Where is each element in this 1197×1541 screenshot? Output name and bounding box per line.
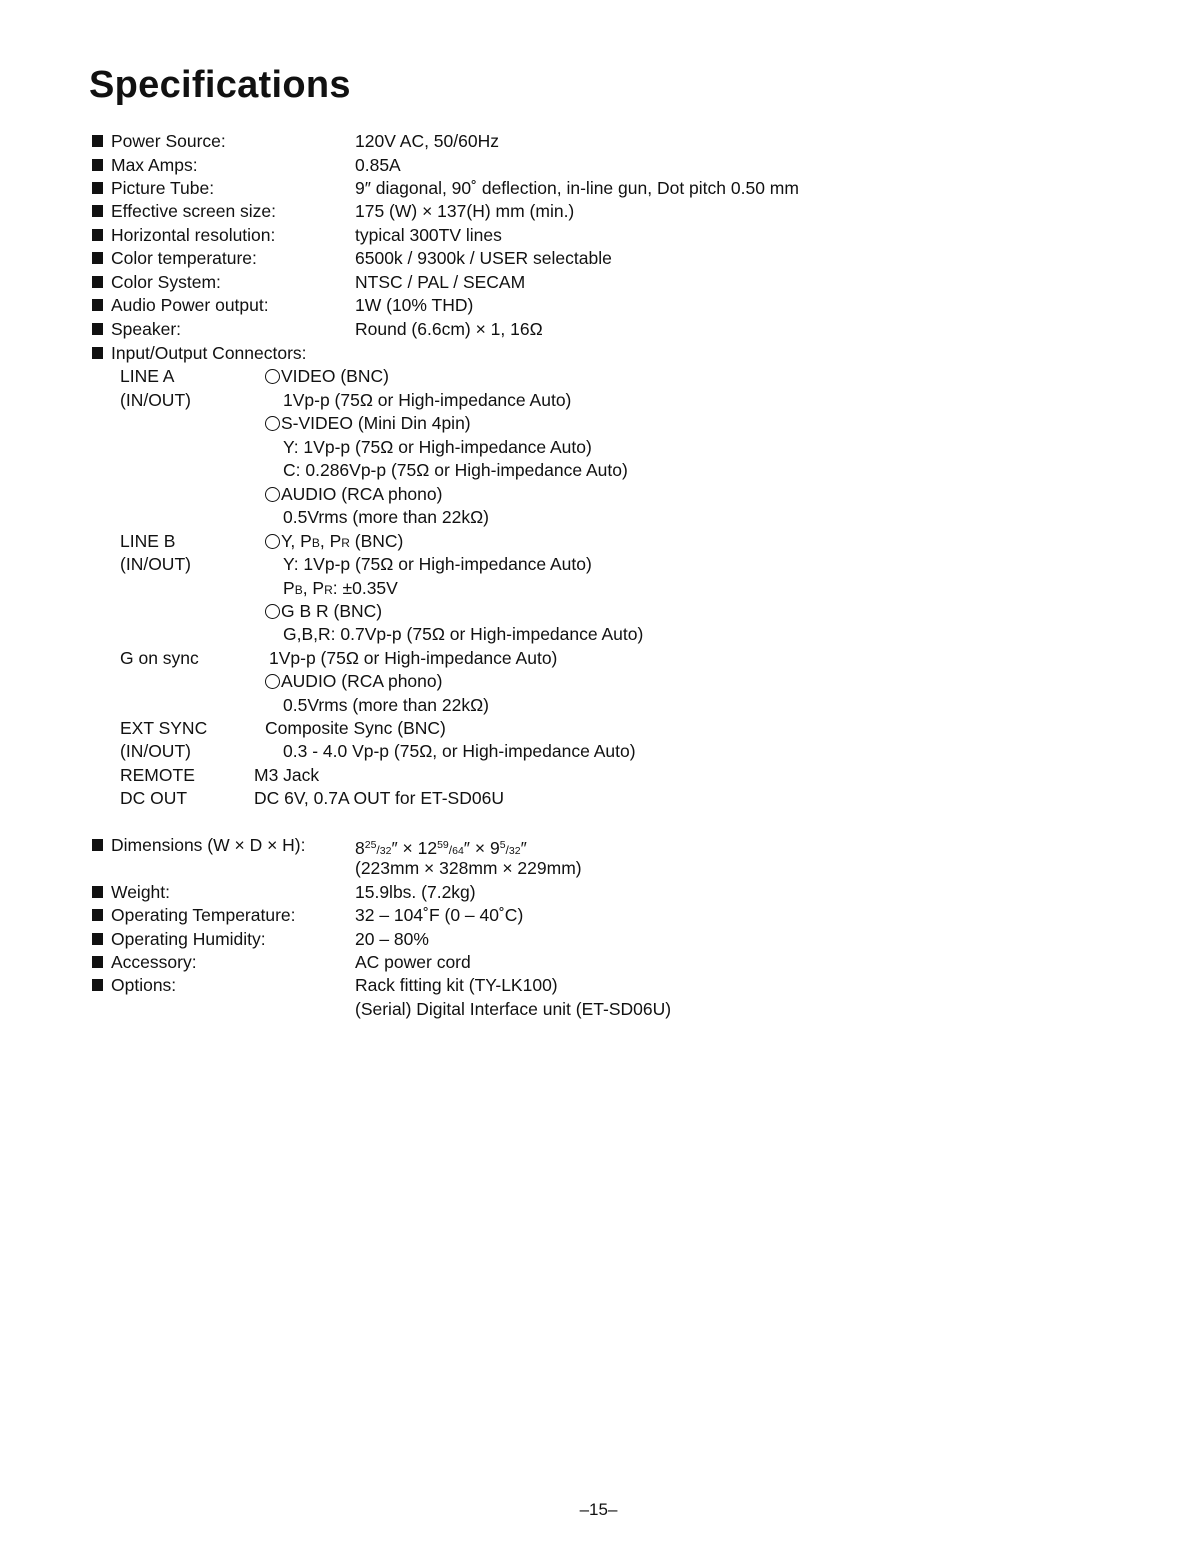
spec-row xyxy=(0,951,1197,974)
circle-bullet-icon xyxy=(265,487,280,502)
spec-value: Round (6.6cm) × 1, 16Ω xyxy=(355,319,543,339)
page-number: –15– xyxy=(579,1500,618,1519)
spec-row xyxy=(0,130,1197,153)
square-bullet-icon xyxy=(92,205,103,217)
spec-value: AC power cord xyxy=(355,952,471,972)
page-title: Specifications xyxy=(89,64,351,106)
spec-label: Color System: xyxy=(111,272,221,292)
g-on-sync-label: G on sync xyxy=(120,648,199,668)
spec-row xyxy=(0,200,1197,223)
g-on-sync-spec: 1Vp-p (75Ω or High-impedance Auto) xyxy=(269,648,558,668)
circle-bullet-icon xyxy=(265,604,280,619)
spec-label: Operating Humidity: xyxy=(111,929,266,949)
circle-bullet-icon xyxy=(265,674,280,689)
line-a-audio: AUDIO (RCA phono) xyxy=(265,483,442,506)
spec-label: Weight: xyxy=(111,882,171,902)
spec-value: 9″ diagonal, 90˚ deflection, in-line gun, Dot pitch 0.50 mm xyxy=(355,178,799,198)
spec-label: Accessory: xyxy=(111,952,197,972)
line-b-gbr: G B R (BNC) xyxy=(265,600,382,623)
square-bullet-icon xyxy=(92,135,103,147)
square-bullet-icon xyxy=(92,979,103,991)
square-bullet-icon xyxy=(92,182,103,194)
spec-row xyxy=(0,294,1197,317)
ext-sync-level: 0.3 - 4.0 Vp-p (75Ω, or High-impedance Auto) xyxy=(283,741,636,761)
square-bullet-icon xyxy=(92,839,103,851)
circle-bullet-icon xyxy=(265,416,280,431)
spec-label: Color temperature: xyxy=(111,248,257,268)
square-bullet-icon xyxy=(92,347,103,359)
spec-label: Input/Output Connectors: xyxy=(111,343,307,363)
spec-label: Dimensions (W × D × H): xyxy=(111,835,306,855)
spec-label: Picture Tube: xyxy=(111,178,215,198)
spec-row xyxy=(0,342,1197,365)
square-bullet-icon xyxy=(92,299,103,311)
spec-row-dimensions xyxy=(0,834,1197,857)
spec-row xyxy=(0,247,1197,270)
line-a-label: LINE A xyxy=(120,366,175,386)
spec-value: Rack fitting kit (TY-LK100) xyxy=(355,975,558,995)
spec-value: 175 (W) × 137(H) mm (min.) xyxy=(355,201,575,221)
circle-bullet-icon xyxy=(265,534,280,549)
spec-value: 32 – 104˚F (0 – 40˚C) xyxy=(355,905,524,925)
spec-row xyxy=(0,224,1197,247)
square-bullet-icon xyxy=(92,956,103,968)
line-a-svideo-c: C: 0.286Vp-p (75Ω or High-impedance Auto) xyxy=(283,460,628,480)
spec-value: 1W (10% THD) xyxy=(355,295,474,315)
line-a-svideo: S-VIDEO (Mini Din 4pin) xyxy=(265,412,471,435)
spec-row xyxy=(0,881,1197,904)
spec-row-options-2 xyxy=(0,998,1197,1021)
remote-label: REMOTE xyxy=(120,765,195,785)
square-bullet-icon xyxy=(92,276,103,288)
spec-value: NTSC / PAL / SECAM xyxy=(355,272,526,292)
spec-row xyxy=(0,974,1197,997)
spec-value: (Serial) Digital Interface unit (ET-SD06U) xyxy=(355,999,672,1019)
ext-sync-inout: (IN/OUT) xyxy=(120,741,191,761)
line-b-label: LINE B xyxy=(120,531,176,551)
ext-sync-label: EXT SYNC xyxy=(120,718,208,738)
line-a-audio-spec: 0.5Vrms (more than 22kΩ) xyxy=(283,507,489,527)
line-a-video-spec: 1Vp-p (75Ω or High-impedance Auto) xyxy=(283,390,572,410)
dimensions-value: $8^{25}/32'' \times 12^{59}/64'' \times 9^5/32''$ xyxy=(355,838,527,858)
line-b-gbr-spec: G,B,R: 0.7Vp-p (75Ω or High-impedance Auto) xyxy=(283,624,644,644)
line-b-y-spec: Y: 1Vp-p (75Ω or High-impedance Auto) xyxy=(283,554,592,574)
line-a-video: VIDEO (BNC) xyxy=(265,365,389,388)
square-bullet-icon xyxy=(92,886,103,898)
line-a-inout: (IN/OUT) xyxy=(120,390,191,410)
line-b-pbpr-spec: PB, PR: ±0.35V xyxy=(283,578,398,598)
dc-out-spec: DC 6V, 0.7A OUT for ET-SD06U xyxy=(254,788,504,808)
spec-label: Audio Power output: xyxy=(111,295,269,315)
spec-row xyxy=(0,904,1197,927)
square-bullet-icon xyxy=(92,323,103,335)
spec-label: Effective screen size: xyxy=(111,201,277,221)
spec-label: Options: xyxy=(111,975,177,995)
line-a-svideo-y: Y: 1Vp-p (75Ω or High-impedance Auto) xyxy=(283,437,592,457)
spec-row-dimensions-metric xyxy=(0,857,1197,880)
dc-out-label: DC OUT xyxy=(120,788,188,808)
line-b-inout: (IN/OUT) xyxy=(120,554,191,574)
spec-label: Operating Temperature: xyxy=(111,905,296,925)
spec-value: typical 300TV lines xyxy=(355,225,502,245)
spec-row xyxy=(0,154,1197,177)
line-b-audio: AUDIO (RCA phono) xyxy=(265,670,442,693)
line-b-audio-spec: 0.5Vrms (more than 22kΩ) xyxy=(283,695,489,715)
square-bullet-icon xyxy=(92,229,103,241)
square-bullet-icon xyxy=(92,252,103,264)
spec-value: 6500k / 9300k / USER selectable xyxy=(355,248,612,268)
spec-row xyxy=(0,928,1197,951)
circle-bullet-icon xyxy=(265,369,280,384)
spec-value: 20 – 80% xyxy=(355,929,429,949)
dimensions-metric: (223mm × 328mm × 229mm) xyxy=(355,858,582,878)
ext-sync-spec: Composite Sync (BNC) xyxy=(265,718,446,738)
spec-row xyxy=(0,318,1197,341)
remote-spec: M3 Jack xyxy=(254,765,320,785)
square-bullet-icon xyxy=(92,933,103,945)
spec-label: Speaker: xyxy=(111,319,182,339)
spec-row xyxy=(0,271,1197,294)
spec-value: 15.9lbs. (7.2kg) xyxy=(355,882,476,902)
spec-label: Max Amps: xyxy=(111,155,198,175)
spec-value: 120V AC, 50/60Hz xyxy=(355,131,499,151)
line-b-ypbpr: Y, PB, PR (BNC) xyxy=(265,530,403,555)
spec-label: Horizontal resolution: xyxy=(111,225,276,245)
spec-label: Power Source: xyxy=(111,131,226,151)
spec-row xyxy=(0,177,1197,200)
spec-value: 0.85A xyxy=(355,155,401,175)
square-bullet-icon xyxy=(92,159,103,171)
square-bullet-icon xyxy=(92,909,103,921)
